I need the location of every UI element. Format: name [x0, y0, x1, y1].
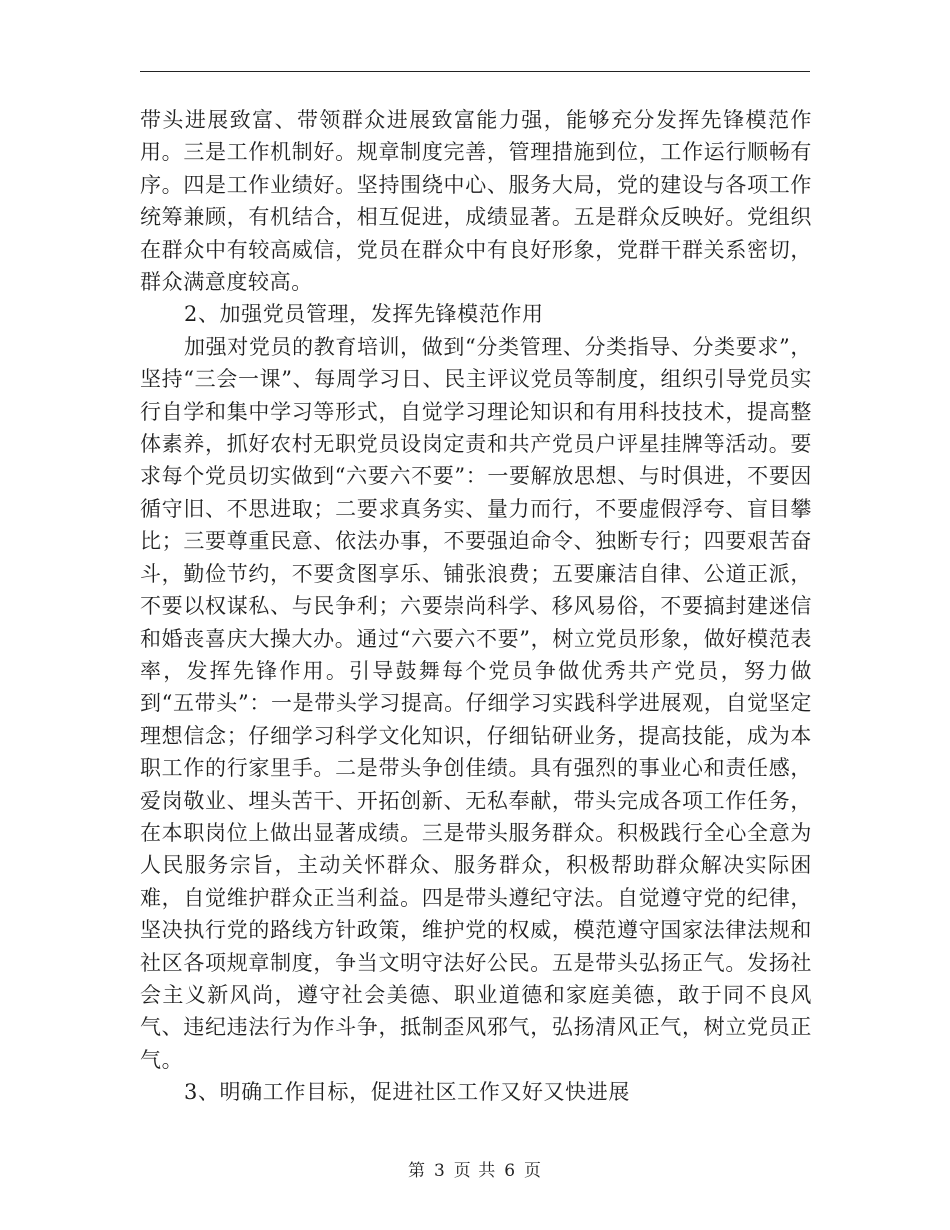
- page-label-mid: 页 共: [453, 1161, 497, 1181]
- page-footer: [0, 1156, 950, 1181]
- page-label-suffix: 页: [524, 1161, 543, 1181]
- section-heading-2: 2、加强党员管理，发挥先锋模范作用: [184, 302, 544, 327]
- section-heading-3: 3、明确工作目标，促进社区工作又好又快进展: [184, 1080, 630, 1105]
- document-body: [140, 104, 812, 1109]
- current-page-number: 3: [433, 1161, 446, 1181]
- header-rule: [140, 71, 810, 72]
- page-label-prefix: 第: [407, 1161, 426, 1181]
- paragraph-continuation: 带头进展致富、带领群众进展致富能力强，能够充分发挥先锋模范作用。三是工作机制好。规章制度完善，管理措施到位，工作运行顺畅有序。四是工作业绩好。坚持围绕中心、服务大局，党的建设与各项工作统筹兼顾，有机结合，相互促进，成绩显著。五是群众反映好。党组织在群众中有较高威信，党员在群众中有良好形象，党群干群关系密切，群众满意度较高。: [140, 108, 812, 295]
- total-pages-number: 6: [504, 1161, 517, 1181]
- paragraph-party-member-management: 加强对党员的教育培训，做到“分类管理、分类指导、分类要求”，坚持“三会一课”、每周学习日、民主评议党员等制度，组织引导党员实行自学和集中学习等形式，自觉学习理论知识和有用科技技术，提高整体素养，抓好农村无职党员设岗定责和共产党员户评星挂牌等活动。要求每个党员切实做到“六要六不要”：一要解放思想、与时俱进，不要因循守旧、不思进取；二要求真务实、量力而行，不要虚假浮夸、盲目攀比；三要尊重民意、依法办事，不要强迫命令、独断专行；四要艰苦奋斗，勤俭节约，不要贪图享乐、铺张浪费；五要廉洁自律、公道正派，不要以权谋私、与民争利；六要崇尚科学、移风易俗，不要搞封建迷信和婚丧喜庆大操大办。通过“六要六不要”，树立党员形象，做好模范表率，发挥先锋作用。引导鼓舞每个党员争做优秀共产党员，努力做到“五带头”：一是带头学习提高。仔细学习实践科学进展观，自觉坚定理想信念；仔细学习科学文化知识，仔细钻研业务，提高技能，成为本职工作的行家里手。二是带头争创佳绩。具有强烈的事业心和责任感，爱岗敬业、埋头苦干、开拓创新、无私奉献，带头完成各项工作任务，在本职岗位上做出显著成绩。三是带头服务群众。积极践行全心全意为人民服务宗旨，主动关怀群众、服务群众，积极帮助群众解决实际困难，自觉维护群众正当利益。四是带头遵纪守法。自觉遵守党的纪律，坚决执行党的路线方针政策，维护党的权威，模范遵守国家法律法规和社区各项规章制度，争当文明守法好公民。五是带头弘扬正气。发扬社会主义新风尚，遵守社会美德、职业道德和家庭美德，敢于同不良风气、违纪违法行为作斗争，抵制歪风邪气，弘扬清风正气，树立党员正气。: [140, 334, 812, 1072]
